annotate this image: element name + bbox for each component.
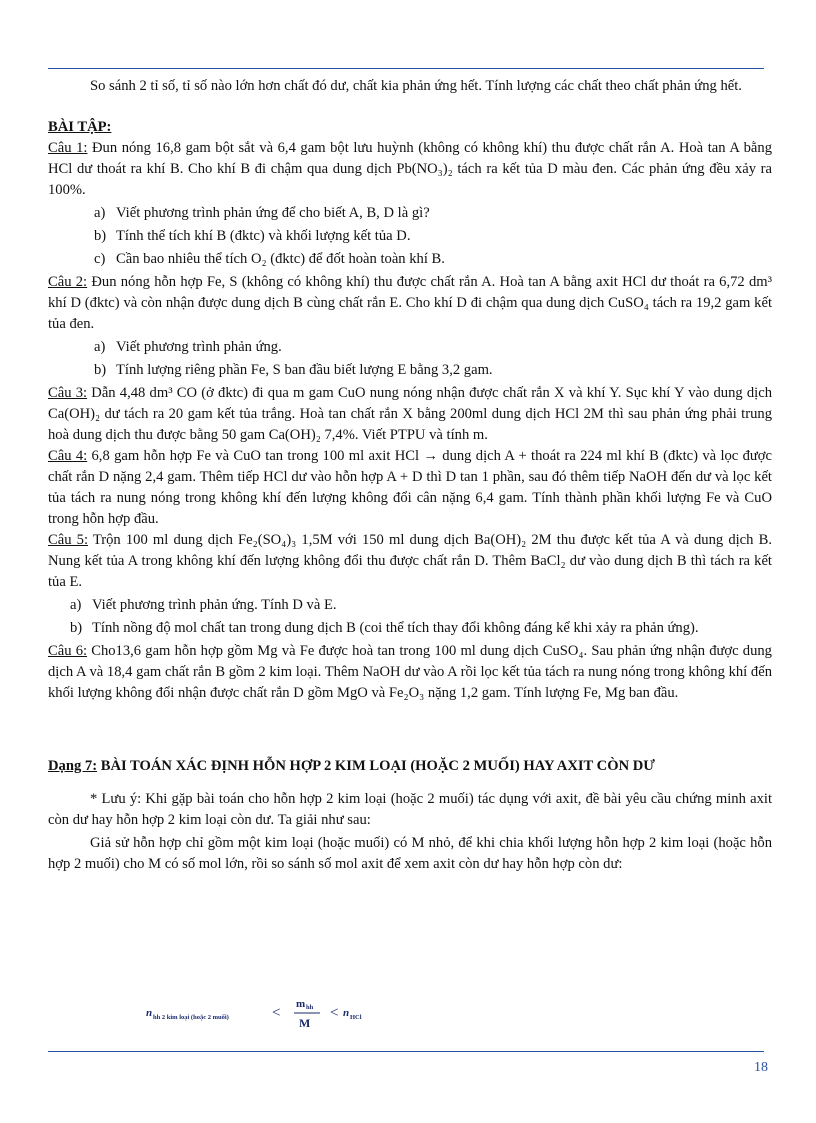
page-number: 18 [754, 1060, 768, 1075]
option-letter: b) [94, 362, 107, 378]
option-text: Tính thể tích khí B (đktc) và khối lượng kết tủa D. [116, 228, 411, 244]
question-list [48, 138, 772, 704]
section-heading [48, 756, 772, 777]
question-text: Đun nóng hỗn hợp Fe, S (không có không khí) thu được chất rắn A. Hoà tan A bằng axit HCl dư thoát ra 6,72 dm³ khí D (đktc) và còn nhận được dung dịch B cùng chất rắn E. Cho khí D đi chậm qua dung dịch CuSO₄ tách ra 19,2 gam kết tủa đen. [48, 274, 772, 332]
question-text: 6,8 gam hỗn hợp Fe và CuO tan trong 100 ml axit HCl → dung dịch A + thoát ra 224 ml khí B (đktc) và lọc được chất rắn D nặng 2,4 gam. Thêm tiếp HCl dư vào hỗn hợp A + D thì D tan 1 phần, sau đó thêm tiếp NaOH đến dư và lọc kết tủa tách ra nung nóng trong không khí đến lượng không đổi cân nặng 6,4 gam. Tính thành phần khối lượng Fe và CuO trong hỗn hợp đầu. [48, 448, 772, 527]
header-rule [48, 68, 764, 69]
option-text: Tính lượng riêng phần Fe, S ban đầu biết lượng E bằng 3,2 gam. [116, 362, 493, 378]
question-5 [48, 530, 772, 593]
question-label: Câu 3: [48, 385, 88, 401]
exercises-heading: BÀI TẬP: [48, 119, 112, 135]
formula-numerator: m [296, 998, 306, 1010]
question-2 [48, 272, 772, 335]
option-letter: b) [70, 620, 83, 636]
question-text: Đun nóng 16,8 gam bột sắt và 6,4 gam bột lưu huỳnh (không có không khí) thu được chất rắn A. Hoà tan A bằng HCl dư thoát ra khí B. Cho khí B đi chậm qua dung dịch Pb(NO₃)₂ tách ra kết tủa D màu đen. Các phản ứng đều xảy ra 100%. [48, 140, 772, 198]
formula-n-left-sub: hh 2 kim loại (hoặc 2 muối) [153, 1014, 229, 1021]
option-letter: b) [94, 228, 107, 244]
question-text: Dẫn 4,48 dm³ CO (ở đktc) đi qua m gam CuO nung nóng nhận được chất rắn X và khí Y. Sục khí Y vào dung dịch Ca(OH)₂ dư tách ra 20 gam kết tủa trắng. Hoà tan chất rắn X bằng 200ml dung dịch HCl 2M thì sau phản ứng phải trung hoà dung dịch thu được bằng 50 gam Ca(OH)₂ 7,4%. Viết PTPU và tính m. [48, 385, 772, 443]
question-option [48, 203, 772, 224]
option-text: Tính nồng độ mol chất tan trong dung dịch B (coi thể tích thay đổi không đáng kể khi xảy ra phản ứng). [92, 620, 699, 636]
question-3 [48, 383, 772, 446]
question-label: Câu 5: [48, 532, 88, 548]
question-option [48, 618, 772, 639]
footer-rule [48, 1051, 764, 1052]
option-text: Viết phương trình phản ứng để cho biết A, B, D là gì? [116, 205, 430, 221]
formula-n-right-sub: HCl [350, 1014, 362, 1021]
question-text: Trộn 100 ml dung dịch Fe₂(SO₄)₃ 1,5M với 150 ml dung dịch Ba(OH)₂ 2M thu được kết tủa A và dung dịch B. Nung kết tủa A trong không khí đến lượng không đổi thu được chất rắn D. Thêm BaCl₂ dư vào dung dịch B thì tách ra kết tủa E. [48, 532, 772, 590]
option-text: Cần bao nhiêu thể tích O₂ (đktc) để đốt hoàn toàn khí B. [116, 251, 445, 267]
formula-n-right: n [343, 1007, 350, 1019]
option-text: Viết phương trình phản ứng. [116, 339, 282, 355]
question-text: Cho13,6 gam hỗn hợp gồm Mg và Fe được hoà tan trong 100 ml dung dịch CuSO₄. Sau phản ứng nhận được dung dịch A và 18,4 gam chất rắn B gồm 2 kim loại. Thêm NaOH dư vào A rồi lọc kết tủa tách ra nung nóng trong không khí đến khối lượng không đổi nhận được chất rắn D gồm MgO và Fe₂O₃ nặng 1,2 gam. Tính lượng Fe, Mg ban đầu. [48, 643, 772, 701]
question-label: Câu 4: [48, 448, 88, 464]
question-6 [48, 641, 772, 704]
option-letter: a) [70, 597, 82, 613]
mole-comparison-formula [146, 992, 386, 1032]
formula-numerator-sub: hh [306, 1004, 314, 1011]
option-text: Viết phương trình phản ứng. Tính D và E. [92, 597, 337, 613]
question-4 [48, 446, 772, 530]
question-label: Câu 6: [48, 643, 88, 659]
question-label: Câu 2: [48, 274, 88, 290]
note-paragraph: * Lưu ý: Khi gặp bài toán cho hỗn hợp 2 kim loại (hoặc 2 muối) tác dụng với axit, đề bài yêu cầu chứng minh axit còn dư hay hỗn hợp 2 kim loại còn dư. Ta giải như sau: [48, 791, 772, 828]
page-content [48, 76, 772, 875]
question-option [48, 595, 772, 616]
section-title: BÀI TOÁN XÁC ĐỊNH HỖN HỢP 2 KIM LOẠI (HOẶC 2 MUỐI) HAY AXIT CÒN DƯ [97, 758, 655, 774]
formula-denominator: M [299, 1016, 311, 1030]
question-option [48, 249, 772, 270]
option-letter: a) [94, 205, 106, 221]
question-option [48, 226, 772, 247]
section-label: Dạng 7: [48, 758, 98, 774]
question-option [48, 360, 772, 381]
formula-n-left: n [146, 1007, 153, 1019]
formula-lt-1: < [272, 1005, 281, 1021]
formula-lt-2: < [330, 1005, 339, 1021]
question-label: Câu 1: [48, 140, 88, 156]
option-letter: c) [94, 251, 106, 267]
assumption-paragraph: Giả sử hỗn hợp chỉ gồm một kim loại (hoặc muối) có M nhỏ, để khi chia khối lượng hỗn hợp 2 kim loại (hoặc hỗn hợp 2 muối) cho M có số mol lớn, rồi so sánh số mol axit để xem axit còn dư hay hỗn hợp còn dư: [48, 835, 772, 872]
option-letter: a) [94, 339, 106, 355]
intro-paragraph: So sánh 2 tỉ số, tỉ số nào lớn hơn chất đó dư, chất kia phản ứng hết. Tính lượng các chất theo chất phản ứng hết. [90, 78, 742, 94]
question-1 [48, 138, 772, 201]
question-option [48, 337, 772, 358]
